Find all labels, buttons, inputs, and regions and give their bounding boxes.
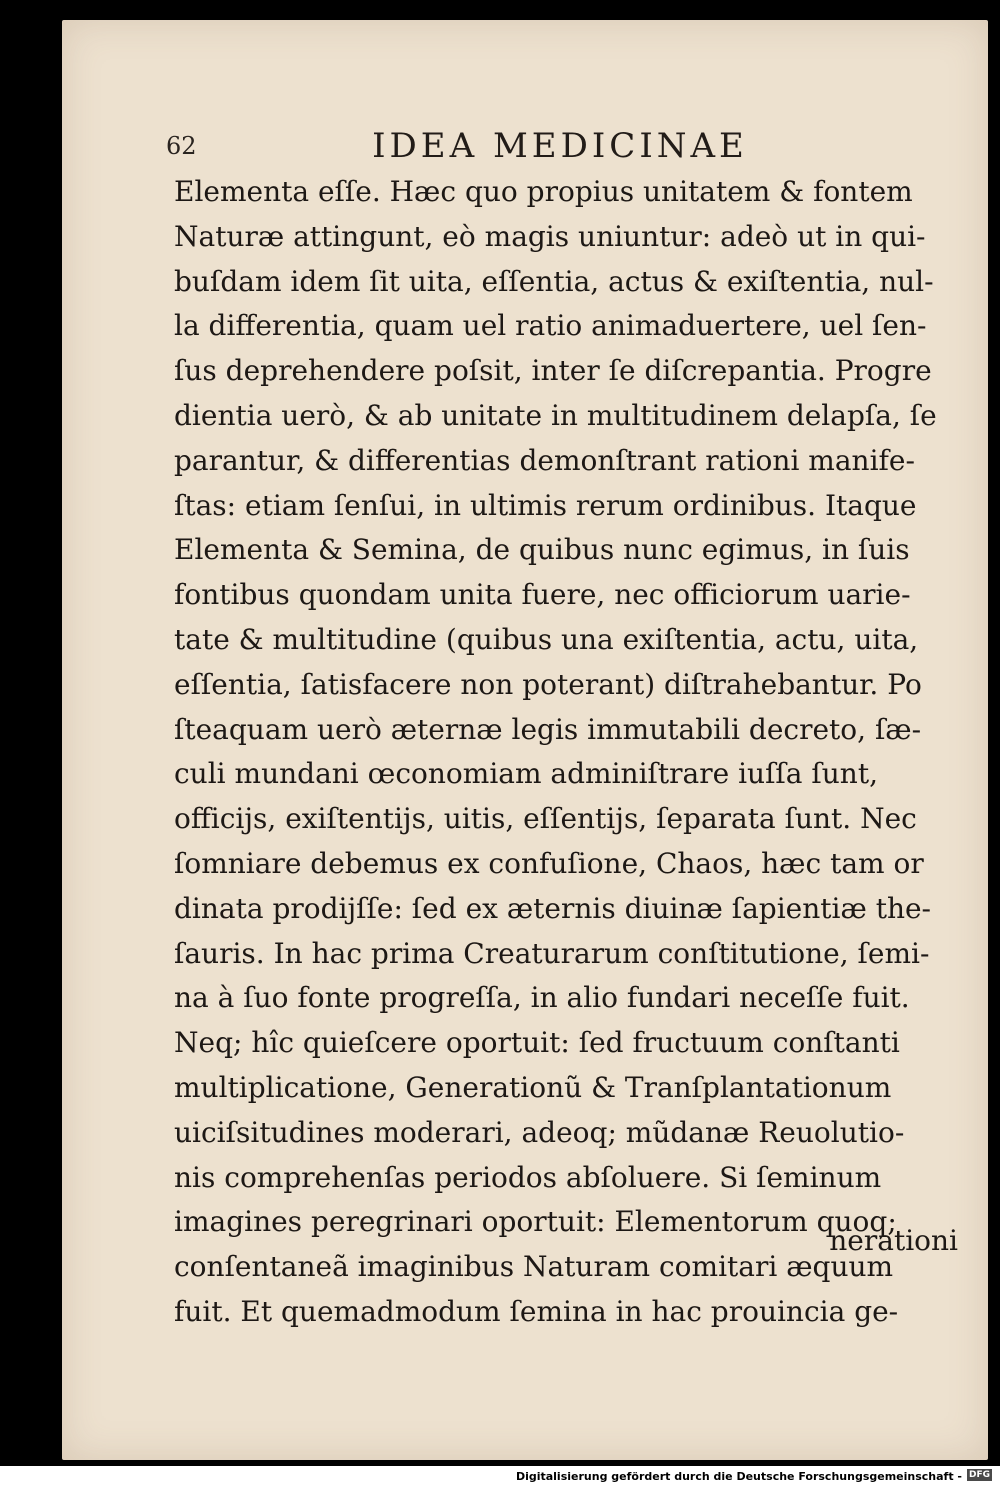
text-line: parantur, & differentias demonſtrant rationi manife- (174, 443, 915, 477)
catchword: nerationi (829, 1224, 958, 1257)
book-page (62, 20, 988, 1460)
text-line: officijs, exiſtentijs, uitis, eſſentijs, ſeparata ſunt. Nec (174, 802, 917, 836)
text-line: tate & multitudine (quibus una exiſtentia, actu, uita, (174, 622, 919, 656)
text-line: Neq; hîc quieſcere oportuit: ſed fructuum conſtanti (174, 1026, 900, 1060)
text-line: nis comprehenſas periodos abſoluere. Si ſeminum (174, 1160, 882, 1194)
text-line: Elementa eſſe. Hæc quo propius unitatem & fontem (174, 175, 913, 208)
text-line: ſomniare debemus ex confuſione, Chaos, hæc tam or (174, 846, 924, 880)
text-line: eſſentia, ſatisfacere non poterant) diſtrahebantur. Po (174, 667, 922, 701)
text-line: conſentaneã imaginibus Naturam comitari æquum (174, 1250, 894, 1284)
text-line: dientia uerò, & ab unitate in multitudinem delapſa, ſe (174, 398, 937, 432)
body-text (174, 170, 964, 1335)
funding-credit: Digitalisierung gefördert durch die Deutsche Forschungsgemeinschaft - (515, 1470, 962, 1483)
running-head: IDEA MEDICINAE (372, 126, 748, 166)
text-line: imagines peregrinari oportuit: Elementorum quoq; (174, 1205, 897, 1239)
text-line: uiciſsitudines moderari, adeoq; mũdanæ Reuolutio- (174, 1115, 905, 1149)
text-line: Naturæ attingunt, eò magis uniuntur: adeò ut in qui- (174, 219, 926, 253)
text-line: fuit. Et quemadmodum ſemina in hac prouincia ge- (174, 1294, 899, 1328)
text-line: dinata prodijſſe: ſed ex æternis diuinæ ſapientiæ the- (174, 891, 932, 925)
text-line: na à ſuo fonte progreſſa, in alio fundari neceſſe fuit. (174, 981, 910, 1015)
text-line: multiplicatione, Generationũ & Tranſplantationum (174, 1070, 892, 1104)
text-line: fontibus quondam unita fuere, nec officiorum uarie- (174, 578, 911, 612)
text-line: Elementa & Semina, de quibus nunc egimus, in ſuis (174, 533, 910, 567)
text-line: ſtas: etiam ſenſui, in ultimis rerum ordinibus. Itaque (174, 488, 917, 522)
text-line: buſdam idem ſit uita, eſſentia, actus & exiſtentia, nul- (174, 264, 934, 298)
text-line: ſus deprehendere poſsit, inter ſe diſcrepantia. Progre (174, 354, 932, 388)
page-number: 62 (166, 132, 197, 160)
text-line: culi mundani œconomiam adminiſtrare iuſſa ſunt, (174, 757, 878, 791)
footer-bar (0, 1466, 1000, 1490)
dfg-logo: DFG (968, 1470, 990, 1480)
text-line: ſauris. In hac prima Creaturarum conſtitutione, ſemi- (174, 936, 930, 970)
text-line: ſteaquam uerò æternæ legis immutabili decreto, ſæ- (174, 712, 922, 746)
text-line: la differentia, quam uel ratio animaduertere, uel ſen- (174, 309, 927, 343)
